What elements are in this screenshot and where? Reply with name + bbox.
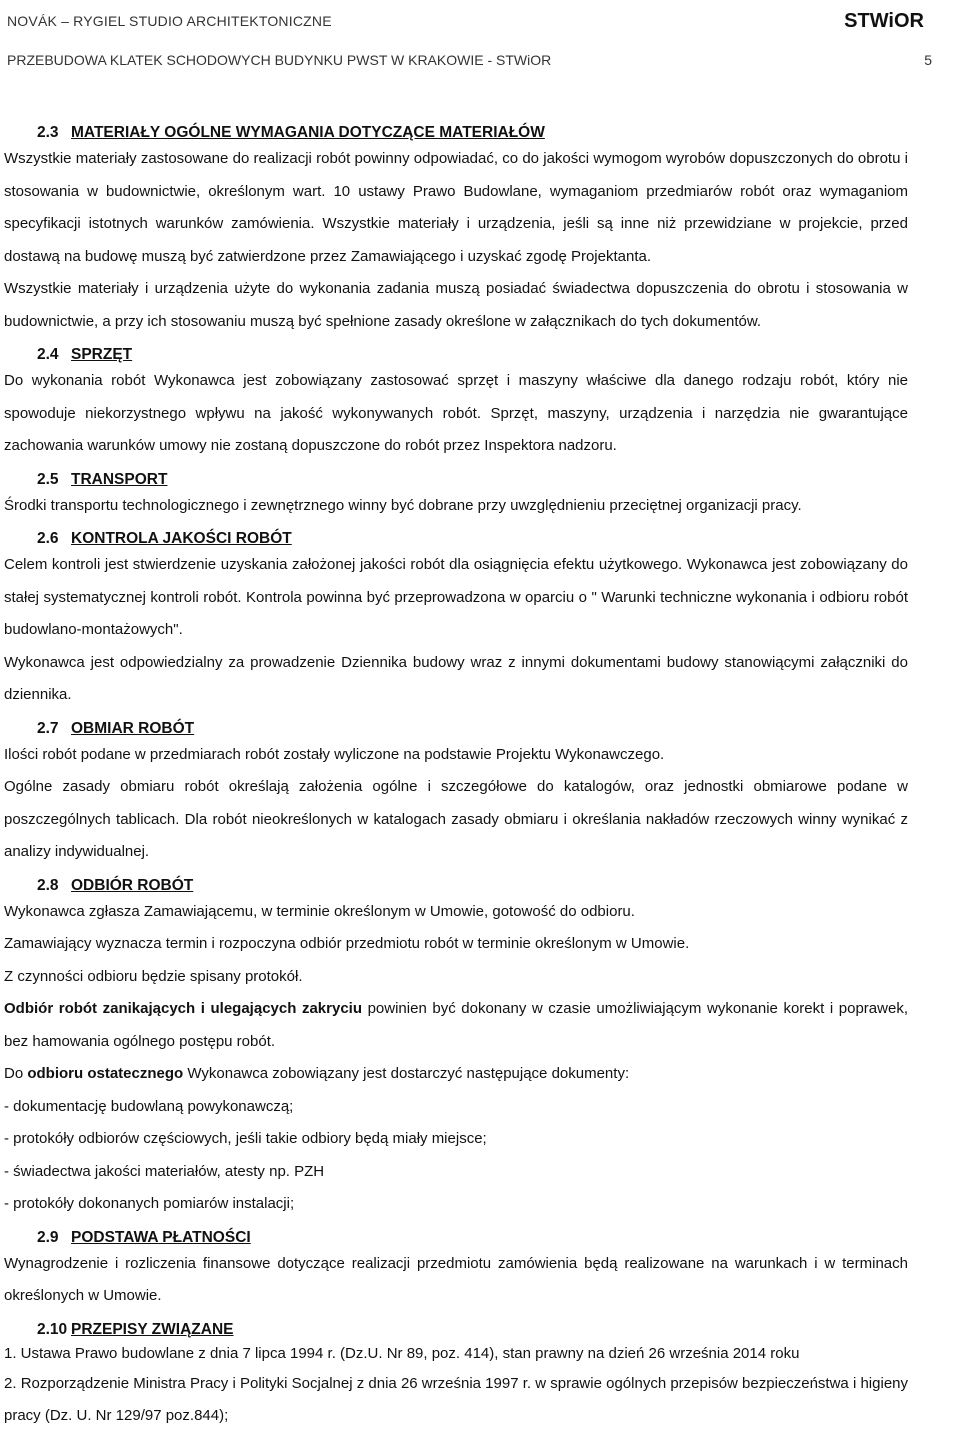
paragraph: 1. Ustawa Prawo budowlane z dnia 7 lipca 1994 r. (Dz.U. Nr 89, poz. 414), stan prawny na dzień 26 września 2014 roku [4, 1344, 800, 1362]
paragraph: Wykonawca zgłasza Zamawiającemu, w terminie określonym w Umowie, gotowość do odbioru. [4, 902, 635, 920]
text-run: powinien być dokonany w czasie umożliwiającym wykonanie korekt i poprawek, bez hamowania ogólnego postępu robót. [4, 1000, 908, 1050]
section-heading-2-5 [4, 469, 908, 490]
section-heading-2-4 [4, 344, 908, 365]
section-title: ODBIÓR ROBÓT [71, 876, 194, 894]
section-number: 2.5 [37, 470, 59, 488]
section-title: SPRZĘT [71, 346, 133, 363]
section-number: 2.3 [37, 124, 59, 141]
running-header [7, 10, 924, 32]
section-number: 2.9 [37, 1228, 59, 1246]
list-item: - protokóły odbiorów częściowych, jeśli takie odbiory będą miały miejsce; [4, 1130, 487, 1147]
section-title: MATERIAŁY OGÓLNE WYMAGANIA DOTYCZĄCE MATERIAŁÓW [71, 124, 545, 141]
bold-phrase: odbioru ostatecznego [27, 1065, 184, 1082]
section-heading-2-6 [4, 528, 908, 549]
section-title: PODSTAWA PŁATNOŚCI [71, 1228, 251, 1246]
section-title: KONTROLA JAKOŚCI ROBÓT [71, 530, 292, 547]
list-item: - dokumentację budowlaną powykonawczą; [4, 1097, 294, 1115]
section-heading-2-8 [4, 875, 908, 896]
paragraph: Wynagrodzenie i rozliczenia finansowe dotyczące realizacji przedmiotu zamówienia będą realizowane na warunkach i w terminach określonych w Umowie. [4, 1254, 908, 1304]
bold-phrase: Odbiór robót zanikających i ulegających zakryciu [4, 1000, 362, 1017]
paragraph: Ogólne zasady obmiaru robót określają założenia ogólne i szczegółowe do katalogów, oraz jednostki obmiarowe podane w poszczególnych tablicach. Dla robót nieokreślonych w katalogach zasady obmiaru i określania nakładów rzeczowych winny wynikać z analizy indywidualnej. [4, 778, 908, 860]
section-heading-2-7 [4, 718, 908, 739]
text-run: Wykonawca zobowiązany jest dostarczyć następujące dokumenty: [183, 1065, 630, 1082]
paragraph: Wykonawca jest odpowiedzialny za prowadzenie Dziennika budowy wraz z innymi dokumentami budowy stanowiącymi załączniki do dziennika. [4, 653, 908, 703]
section-heading-2-3 [4, 122, 908, 143]
section-number: 2.8 [37, 876, 59, 894]
page-number: 5 [924, 52, 932, 68]
paragraph [4, 1058, 908, 1091]
paragraph: Ilości robót podane w przedmiarach robót zostały wyliczone na podstawie Projektu Wykonawczego. [4, 745, 665, 763]
paragraph: Celem kontroli jest stwierdzenie uzyskania założonej jakości robót dla osiągnięcia efektu użytkowego. Wykonawca jest zobowiązany do stałej systematycznej kontroli robót. Kontrola powinna być przeprowadzona w oparciu o " Warunki techniczne wykonania i odbioru robót budowlano-montażowych". [4, 556, 908, 638]
paragraph: Do wykonania robót Wykonawca jest zobowiązany zastosować sprzęt i maszyny właściwe dla danego rodzaju robót, który nie spowoduje niekorzystnego wpływu na jakość wykonywanych robót. Sprzęt, maszyny, urządzenia i narzędzia nie gwarantujące zachowania warunków umowy nie zostaną dopuszczone do robót przez Inspektora nadzoru. [4, 372, 908, 454]
list-item: - protokóły dokonanych pomiarów instalacji; [4, 1195, 295, 1212]
document-code: STWiOR [844, 10, 924, 32]
list-item: - świadectwa jakości materiałów, atesty np. PZH [4, 1162, 325, 1180]
paragraph: Zamawiający wyznacza termin i rozpoczyna odbiór przedmiotu robót w terminie określonym w Umowie. [4, 935, 690, 952]
section-number: 2.7 [37, 719, 59, 737]
paragraph: Wszystkie materiały zastosowane do realizacji robót powinny odpowiadać, co do jakości wymogom wyrobów dopuszczonych do obrotu i stosowania w budownictwie, określonym wart. 10 ustawy Prawo Budowlane, wymaganiom przedmiarów robót oraz wymaganiom specyfikacji istotnych warunków zamówienia. Wszystkie materiały i urządzenia, jeśli są inne niż przewidziane w projekcie, przed dostawą na budowę muszą być zatwierdzone przez Zamawiającego i uzyskać zgodę Projektanta. [4, 150, 908, 265]
project-title: PRZEBUDOWA KLATEK SCHODOWYCH BUDYNKU PWST W KRAKOWIE - STWiOR [7, 52, 552, 68]
section-number: 2.4 [37, 346, 59, 363]
section-heading-2-10 [4, 1319, 908, 1340]
studio-name: NOVÁK – RYGIEL STUDIO ARCHITEKTONICZNE [7, 13, 332, 29]
section-number: 2.6 [37, 530, 59, 547]
paragraph: 2. Rozporządzenie Ministra Pracy i Polityki Socjalnej z dnia 26 września 1997 r. w sprawie ogólnych przepisów bezpieczeństwa i higieny pracy (Dz. U. Nr 129/97 poz.844); [4, 1374, 908, 1424]
section-title: OBMIAR ROBÓT [71, 719, 195, 737]
document-body [4, 122, 908, 1433]
section-title: PRZEPISY ZWIĄZANE [71, 1320, 234, 1338]
paragraph: Wszystkie materiały i urządzenia użyte do wykonania zadania muszą posiadać świadectwa dopuszczenia do obrotu i stosowania w budownictwie, a przy ich stosowaniu muszą być spełnione zasady określone w załącznikach do tych dokumentów. [4, 280, 908, 330]
section-heading-2-9 [4, 1227, 908, 1248]
section-number: 2.10 [37, 1320, 68, 1338]
paragraph [4, 993, 908, 1058]
paragraph: Z czynności odbioru będzie spisany protokół. [4, 967, 303, 985]
text-run: Do [4, 1065, 28, 1082]
project-header [7, 52, 932, 70]
section-title: TRANSPORT [71, 470, 168, 488]
paragraph: Środki transportu technologicznego i zewnętrznego winny być dobrane przy uwzględnieniu przeciętnej organizacji pracy. [4, 496, 802, 514]
